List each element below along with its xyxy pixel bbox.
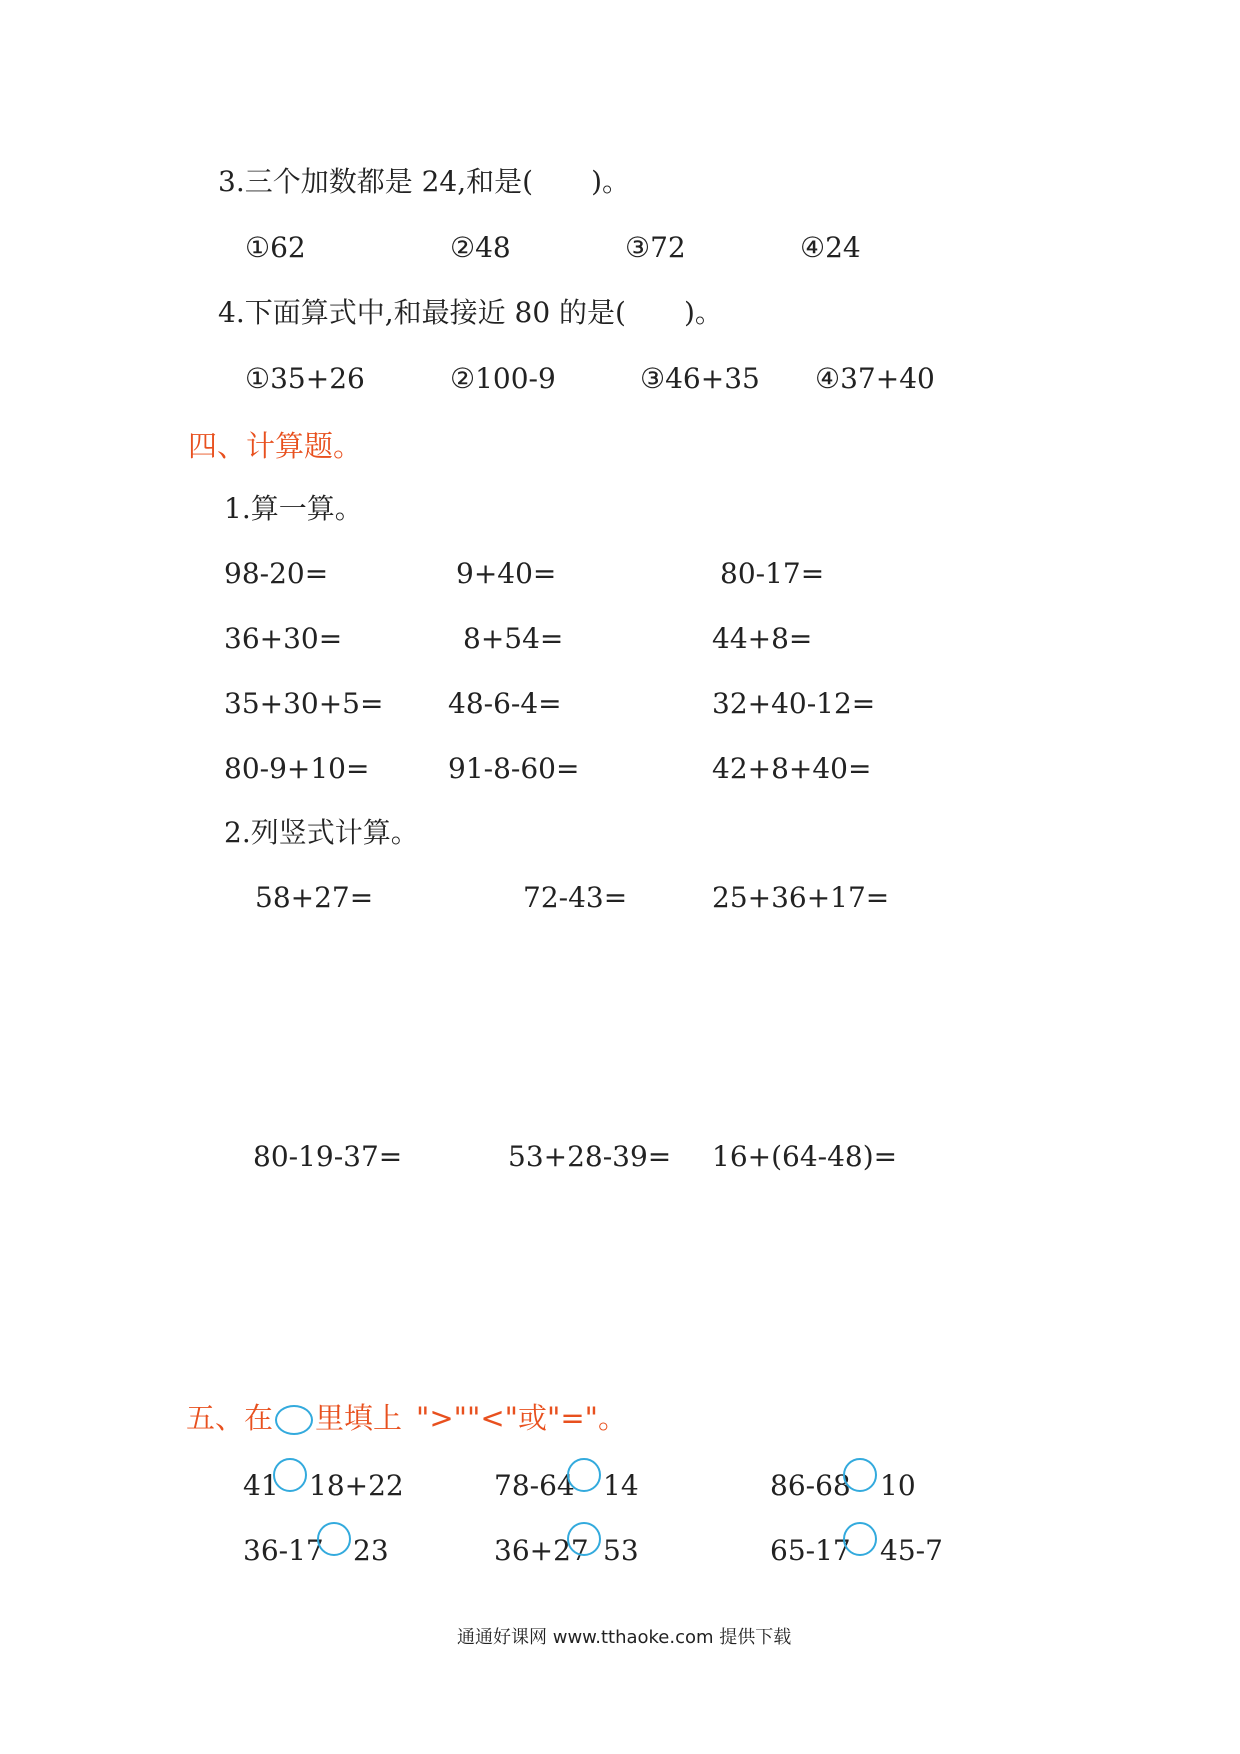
calc-r4-c1: 80-9+10= <box>224 752 370 785</box>
compare-4-circle[interactable] <box>317 1522 351 1556</box>
calc-r1-c1: 98-20= <box>224 557 329 590</box>
section5-title-b: 里填上 <box>315 1401 403 1435</box>
q4-option-2[interactable]: ②100-9 <box>450 362 556 395</box>
compare-4-left: 36-17 <box>243 1534 324 1567</box>
q3-number: 3. <box>218 165 245 198</box>
calc-r1-c2: 9+40= <box>456 557 557 590</box>
compare-6-right: 45-7 <box>880 1534 943 1567</box>
q4-text-b: )。 <box>683 296 723 329</box>
calc-r4-c3: 42+8+40= <box>712 752 872 785</box>
q3-option-4[interactable]: ④24 <box>800 231 861 264</box>
vertical-calc-r1-c2: 72-43= <box>523 881 628 914</box>
compare-5-right: 53 <box>603 1534 639 1567</box>
q3-option-2[interactable]: ②48 <box>450 231 511 264</box>
q4-text-a: 下面算式中,和最接近 80 的是( <box>244 296 626 329</box>
compare-4-right: 23 <box>353 1534 389 1567</box>
section4-heading: 四、计算题。 <box>188 429 363 463</box>
compare-5-left: 36+27 <box>494 1534 589 1567</box>
compare-6-left: 65-17 <box>770 1534 851 1567</box>
compare-2-circle[interactable] <box>567 1458 601 1492</box>
compare-1-circle[interactable] <box>273 1458 307 1492</box>
q4-number: 4. <box>218 296 245 329</box>
compare-3-circle[interactable] <box>843 1458 877 1492</box>
section5-title-c: ">""<"或"="。 <box>416 1401 627 1435</box>
calc-r3-c3: 32+40-12= <box>712 687 876 720</box>
vertical-calc-r1-c3: 25+36+17= <box>712 881 890 914</box>
compare-3-right: 10 <box>880 1469 916 1502</box>
q4-option-3[interactable]: ③46+35 <box>640 362 760 395</box>
section4-part1-label: 1.算一算。 <box>224 492 363 525</box>
q3-option-1[interactable]: ①62 <box>245 231 306 264</box>
q3-text-b: )。 <box>591 165 631 198</box>
vertical-calc-r2-c1: 80-19-37= <box>253 1140 403 1173</box>
section5-heading <box>186 1402 627 1435</box>
circle-sample-icon <box>275 1405 313 1435</box>
compare-1-right: 18+22 <box>309 1469 404 1502</box>
vertical-calc-r2-c3: 16+(64-48)= <box>712 1140 898 1173</box>
q3-option-3[interactable]: ③72 <box>625 231 686 264</box>
q3-stem <box>218 166 630 198</box>
compare-2-right: 14 <box>603 1469 639 1502</box>
calc-r2-c1: 36+30= <box>224 622 343 655</box>
q3-text-a: 三个加数都是 24,和是( <box>244 165 534 198</box>
calc-r2-c3: 44+8= <box>712 622 813 655</box>
compare-2-left: 78-64 <box>494 1469 575 1502</box>
calc-r2-c2: 8+54= <box>463 622 564 655</box>
q4-option-4[interactable]: ④37+40 <box>815 362 935 395</box>
calc-r1-c3: 80-17= <box>720 557 825 590</box>
footer-source: 通通好课网 www.tthaoke.com 提供下载 <box>457 1627 792 1648</box>
compare-1-left: 41 <box>243 1469 279 1502</box>
compare-3-left: 86-68 <box>770 1469 851 1502</box>
calc-r3-c2: 48-6-4= <box>448 687 562 720</box>
q4-stem <box>218 297 723 329</box>
vertical-calc-r1-c1: 58+27= <box>255 881 374 914</box>
calc-r4-c2: 91-8-60= <box>448 752 580 785</box>
section5-title-a: 五、在 <box>186 1401 274 1435</box>
vertical-calc-r2-c2: 53+28-39= <box>508 1140 672 1173</box>
q4-option-1[interactable]: ①35+26 <box>245 362 365 395</box>
compare-6-circle[interactable] <box>843 1522 877 1556</box>
section4-part2-label: 2.列竖式计算。 <box>224 816 419 849</box>
calc-r3-c1: 35+30+5= <box>224 687 384 720</box>
compare-5-circle[interactable] <box>567 1522 601 1556</box>
